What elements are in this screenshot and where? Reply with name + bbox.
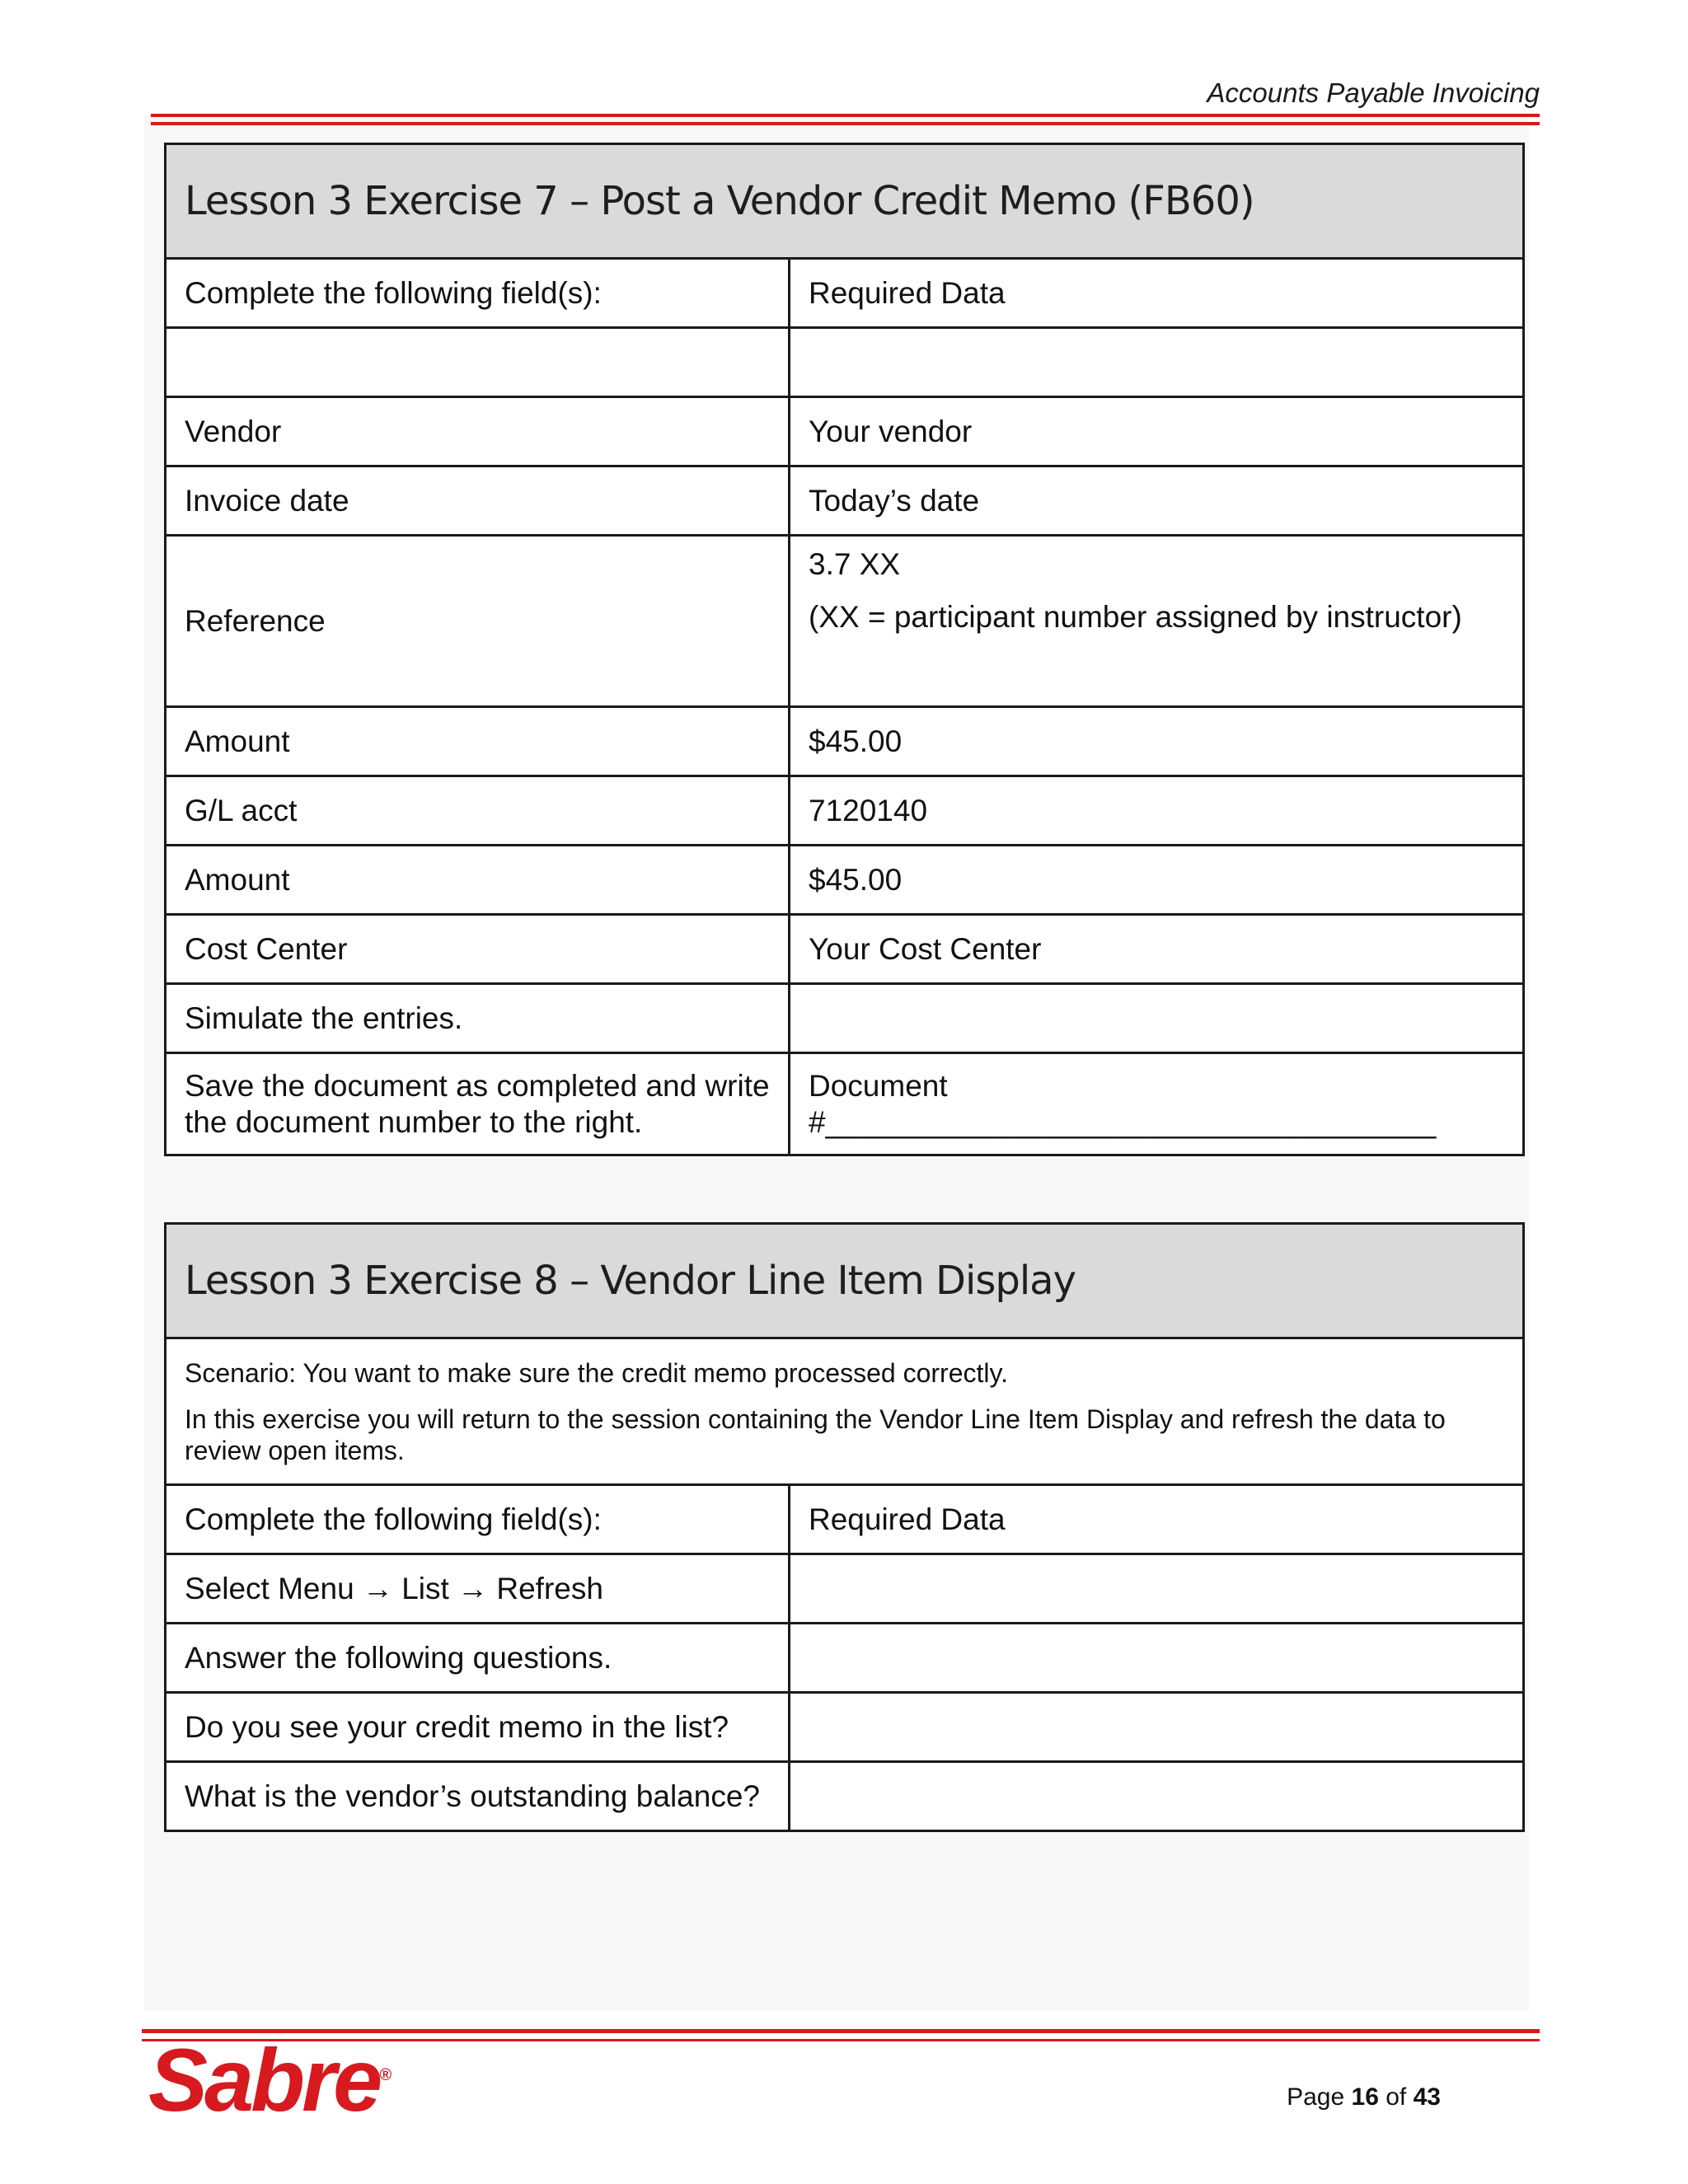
value-cell — [790, 1762, 1524, 1831]
page-current: 16 — [1351, 2083, 1379, 2111]
table-row — [166, 707, 1524, 776]
table-row — [166, 466, 1524, 536]
table-row — [166, 846, 1524, 915]
field-cell: Cost Center — [166, 915, 790, 984]
scenario-cell — [166, 1338, 1524, 1485]
value-cell: $45.00 — [790, 846, 1524, 915]
field-cell: Do you see your credit memo in the list? — [166, 1693, 790, 1762]
scenario-description: In this exercise you will return to the session containing the Vendor Line Item Display and refresh the data to review open items. — [185, 1404, 1446, 1465]
table-row — [166, 1053, 1524, 1155]
exercise-7-title: Lesson 3 Exercise 7 – Post a Vendor Credit Memo (FB60) — [166, 144, 1524, 259]
value-cell: Today’s date — [790, 466, 1524, 536]
reference-note: (XX = participant number assigned by instructor) — [809, 600, 1462, 634]
table-row — [166, 984, 1524, 1053]
sabre-logo — [148, 2030, 392, 2130]
field-cell: Select Menu → List → Refresh — [166, 1554, 790, 1624]
table-header-row — [166, 1485, 1524, 1554]
value-cell: 7120140 — [790, 776, 1524, 846]
exercise-8-table — [164, 1222, 1525, 1832]
field-cell: Invoice date — [166, 466, 790, 536]
value-cell — [790, 328, 1524, 397]
exercise-8-title: Lesson 3 Exercise 8 – Vendor Line Item Display — [166, 1224, 1524, 1338]
column-header-fields: Complete the following field(s): — [166, 1485, 790, 1554]
table-row — [166, 536, 1524, 707]
header-rule-bottom — [151, 122, 1540, 125]
scenario-row — [166, 1338, 1524, 1485]
logo-text: Sabre — [148, 2030, 380, 2130]
table-row — [166, 1624, 1524, 1693]
table-header-row — [166, 259, 1524, 328]
table-row — [166, 1693, 1524, 1762]
value-cell: $45.00 — [790, 707, 1524, 776]
table-row — [166, 328, 1524, 397]
document-number-cell: Document #____________________________________ — [790, 1053, 1524, 1155]
value-cell — [790, 1693, 1524, 1762]
page-total: 43 — [1413, 2083, 1441, 2111]
column-header-fields: Complete the following field(s): — [166, 259, 790, 328]
table-row — [166, 1554, 1524, 1624]
value-cell: Your Cost Center — [790, 915, 1524, 984]
table-row — [166, 776, 1524, 846]
table-row — [166, 1762, 1524, 1831]
page-label: Page — [1287, 2083, 1345, 2111]
field-cell: Save the document as completed and write the document number to the right. — [166, 1053, 790, 1155]
field-cell: Reference — [166, 536, 790, 707]
field-cell: G/L acct — [166, 776, 790, 846]
field-cell: Vendor — [166, 397, 790, 466]
field-cell: Answer the following questions. — [166, 1624, 790, 1693]
value-cell — [790, 536, 1524, 707]
column-header-required-data: Required Data — [790, 259, 1524, 328]
value-cell — [790, 984, 1524, 1053]
table-row — [166, 915, 1524, 984]
reference-value: 3.7 XX — [809, 547, 901, 581]
value-cell — [790, 1554, 1524, 1624]
field-cell: Simulate the entries. — [166, 984, 790, 1053]
value-cell — [790, 1624, 1524, 1693]
field-cell — [166, 328, 790, 397]
scenario-text: Scenario: You want to make sure the credit memo processed correctly. — [185, 1357, 1008, 1388]
table-row — [166, 397, 1524, 466]
field-cell: Amount — [166, 846, 790, 915]
exercise-7-table — [164, 143, 1525, 1156]
page-number — [1287, 2083, 1441, 2111]
header-rule-top — [151, 114, 1540, 117]
value-cell: Your vendor — [790, 397, 1524, 466]
column-header-required-data: Required Data — [790, 1485, 1524, 1554]
registered-mark: ® — [379, 2066, 392, 2084]
page-of: of — [1386, 2083, 1407, 2111]
document-title: Accounts Payable Invoicing — [1207, 77, 1540, 108]
field-cell: Amount — [166, 707, 790, 776]
field-cell: What is the vendor’s outstanding balance? — [166, 1762, 790, 1831]
